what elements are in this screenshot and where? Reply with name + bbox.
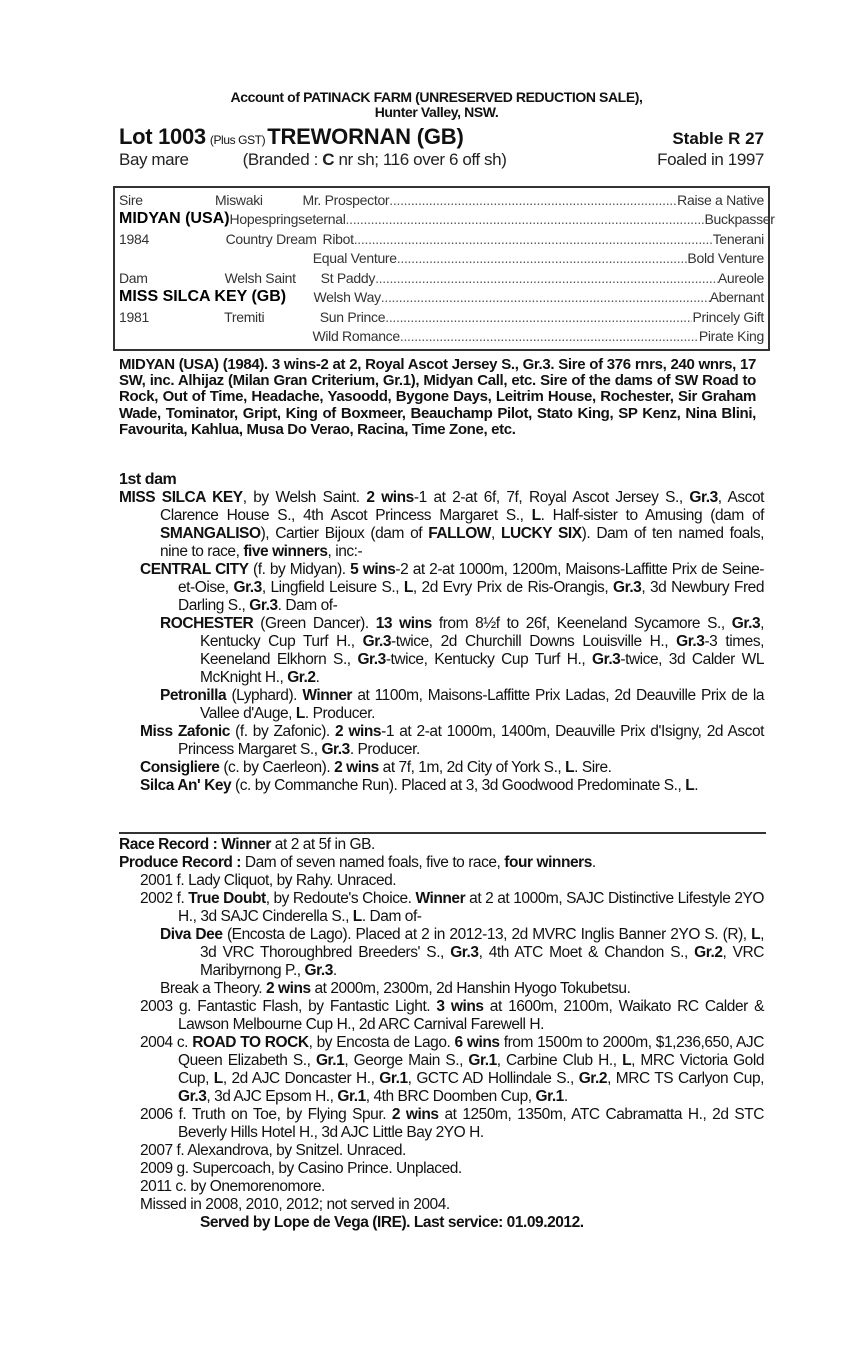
pedigree-row	[119, 210, 775, 230]
bold-text: Gr.3	[362, 633, 391, 650]
bold-text: 2 wins	[265, 980, 311, 997]
text-run: ,	[490, 525, 501, 542]
race-produce-record	[119, 836, 764, 1232]
bold-text: Gr.2	[578, 1070, 608, 1087]
ancestor-sire: Raise a Native	[677, 191, 764, 208]
bold-text: Gr.1	[535, 1088, 564, 1105]
pedigree-row	[119, 190, 768, 210]
text-run: .	[332, 962, 337, 979]
text-run: -3 times, Keeneland Elkhorn S.,	[200, 633, 764, 668]
bold-text: Gr.2	[287, 669, 316, 686]
bold-text: L	[685, 777, 695, 794]
bold-text: L	[622, 1052, 632, 1069]
dot-leader	[354, 231, 713, 247]
bold-text: Gr.3	[233, 579, 262, 596]
foaled-year: Foaled in 1997	[657, 150, 764, 169]
bold-text: Gr.3	[321, 741, 350, 758]
text-run: (Lyphard).	[226, 687, 303, 704]
text-run: -twice, 3d Calder WL McKnight H.,	[200, 651, 764, 686]
pedigree-great-grandparent	[312, 328, 768, 344]
horse-name: TREWORNAN (GB)	[267, 124, 464, 149]
text-run: 2007 f. Alexandrova, by Snitzel. Unraced.	[140, 1142, 406, 1159]
bold-text: Gr.3	[676, 633, 705, 650]
text-run: . Producer.	[349, 741, 420, 758]
text-run: (f. by Zafonic).	[229, 723, 336, 740]
stable-location: Stable R 27	[672, 129, 764, 148]
bold-text: four winners	[504, 854, 592, 871]
text-run: -1 at 2-at 6f, 7f, Royal Ascot Jersey S.,	[413, 489, 690, 506]
text-run: , inc:-	[327, 543, 363, 560]
bold-text: Gr.1	[379, 1070, 408, 1087]
bold-text: Gr.1	[468, 1052, 497, 1069]
text-run: , 2d AJC Doncaster H.,	[222, 1070, 380, 1087]
text-run: at 1600m, 2100m, Waikato RC Calder & Lawson Melbourne Cup H., 2d ARC Carnival Farewell H.	[178, 998, 764, 1033]
ancestor-name: Sun Prince	[319, 308, 386, 325]
vendor-account-line: Account of PATINACK FARM (UNRESERVED REDUCTION SALE),	[230, 89, 643, 105]
text-run: 2003 g. Fantastic Flash, by Fantastic Light.	[140, 998, 437, 1015]
pedigree-great-grandparent	[323, 231, 768, 247]
bold-text: 5 wins	[350, 561, 396, 578]
text-run: , Kentucky Cup Turf H.,	[200, 615, 764, 650]
bold-text: Gr.3	[591, 651, 621, 668]
vendor-location: Hunter Valley, NSW.	[374, 104, 499, 120]
bold-text: ROCHESTER	[160, 615, 254, 632]
ancestor-name: Mr. Prospector	[302, 191, 390, 208]
bold-text: 2 wins	[335, 723, 382, 740]
pedigree-parent: 1984	[119, 230, 149, 247]
bold-text: L	[403, 579, 413, 596]
catalogue-paragraph	[119, 687, 764, 723]
bold-text: L	[295, 705, 305, 722]
ancestor-name: Welsh Way	[313, 289, 381, 306]
dot-leader	[346, 211, 705, 227]
ancestor-sire: Princely Gift	[692, 308, 764, 325]
horse-description-row	[119, 150, 764, 172]
text-run: -2 at 2-at 1000m, 1200m, Maisons-Laffitte Prix de Seine-et-Oise,	[178, 561, 765, 596]
pedigree-parent: MIDYAN (USA)	[119, 210, 230, 228]
dot-leader	[375, 270, 718, 286]
ancestor-sire: Aureole	[717, 269, 764, 286]
text-run: , 4th BRC Doomben Cup,	[365, 1088, 536, 1105]
text-run: , George Main S.,	[344, 1052, 469, 1069]
catalogue-paragraph	[119, 777, 764, 795]
text-run: 2002 f.	[140, 890, 189, 907]
bold-text: Winner	[415, 890, 466, 907]
bold-text: Served by Lope de Vega (IRE). Last service: 01.09.2012.	[200, 1214, 584, 1231]
bold-text: L	[213, 1070, 223, 1087]
bold-text: L	[352, 908, 362, 925]
text-run: at 7f, 1m, 2d City of York S.,	[378, 759, 566, 776]
text-run: 2006 f. Truth on Toe, by Flying Spur.	[140, 1106, 392, 1123]
text-run: . Half-sister to Amusing (dam of	[540, 507, 764, 524]
catalogue-paragraph	[119, 759, 764, 777]
text-run: (f. by Midyan).	[248, 561, 351, 578]
text-run: from 8½f to 26f, Keeneland Sycamore S.,	[431, 615, 732, 632]
bold-text: Diva Dee	[160, 926, 223, 943]
text-run: .	[694, 777, 699, 794]
ancestor-sire: Pirate King	[698, 328, 764, 345]
bold-text: Silca An' Key	[140, 777, 232, 794]
ancestor-name: Wild Romance	[312, 328, 400, 345]
dam-paragraphs	[119, 489, 764, 795]
pedigree-row	[119, 307, 768, 327]
first-dam-heading: 1st dam	[119, 471, 177, 488]
dot-leader	[397, 250, 688, 266]
ancestor-sire: Bold Venture	[687, 250, 764, 267]
dot-leader	[381, 289, 710, 305]
pedigree-parent: 1981	[119, 308, 149, 325]
bold-text: Petronilla	[160, 687, 227, 704]
catalogue-paragraph	[119, 489, 764, 561]
bold-text: 13 wins	[375, 615, 432, 632]
pedigree-parent: Sire	[119, 191, 143, 208]
catalogue-paragraph	[119, 890, 764, 926]
section-divider	[119, 832, 766, 834]
pedigree-table	[113, 186, 775, 351]
catalogue-paragraph	[119, 1160, 764, 1178]
text-run: , 2d Evry Prix de Ris-Orangis,	[412, 579, 613, 596]
ancestor-sire: Buckpasser	[704, 211, 775, 228]
text-run: , Lingfield Leisure S.,	[261, 579, 404, 596]
pedigree-great-grandparent	[302, 192, 768, 208]
lot-header	[119, 90, 764, 172]
bold-text: L	[565, 759, 575, 776]
text-run: 2004 c.	[140, 1034, 193, 1051]
text-run: 2009 g. Supercoach, by Casino Prince. Unplaced.	[140, 1160, 462, 1177]
bold-text: SMANGALISO	[160, 525, 261, 542]
pedigree-row	[119, 268, 768, 288]
dot-leader	[385, 309, 692, 325]
ancestor-name: Equal Venture	[312, 250, 397, 267]
bold-text: L	[531, 507, 541, 524]
text-run: at 2000m, 2300m, 2d Hanshin Hyogo Tokubetsu.	[310, 980, 631, 997]
text-run: from 1500m to 2000m, $1,236,650, AJC Queen Elizabeth S.,	[178, 1034, 764, 1069]
catalogue-paragraph	[119, 836, 764, 854]
pedigree-row	[119, 229, 768, 249]
catalogue-paragraph	[119, 1106, 764, 1142]
text-run: .	[591, 854, 596, 871]
pedigree-grandparent: Miswaki	[215, 191, 263, 208]
catalogue-paragraph	[119, 1196, 764, 1214]
bold-text: Miss Zafonic	[140, 723, 230, 740]
catalogue-paragraph	[119, 1034, 764, 1106]
catalogue-paragraph	[119, 854, 764, 872]
dot-leader	[400, 328, 699, 344]
bold-text: Gr.3	[178, 1088, 207, 1105]
brand-prefix: (Branded :	[242, 150, 323, 169]
text-run: -twice, 2d Churchill Downs Louisville H.,	[391, 633, 677, 650]
text-run: , MRC TS Carlyon Cup,	[607, 1070, 764, 1087]
ancestor-name: Hopespringseternal	[229, 211, 346, 228]
bold-text: Gr.3	[731, 615, 761, 632]
text-run: Break a Theory.	[160, 980, 266, 997]
bold-text: Consigliere	[140, 759, 220, 776]
text-run: .	[563, 1088, 568, 1105]
bold-text: five winners	[243, 543, 328, 560]
catalogue-paragraph	[119, 723, 764, 759]
text-run: , 3d AJC Epsom H.,	[206, 1088, 338, 1105]
colour-sex: Bay mare	[119, 150, 189, 169]
text-run: at 2 at 1000m, SAJC Distinctive Lifestyle 2YO H., 3d SAJC Cinderella S.,	[178, 890, 764, 925]
bold-text: 6 wins	[454, 1034, 500, 1051]
bold-text: Gr.3	[612, 579, 642, 596]
pedigree-great-grandparent	[321, 270, 768, 286]
brand-description	[243, 150, 507, 170]
pedigree-great-grandparent	[320, 309, 768, 325]
bold-text: CENTRAL CITY	[140, 561, 249, 578]
text-run: , GCTC AD Hollindale S.,	[407, 1070, 579, 1087]
text-run: . Sire.	[574, 759, 612, 776]
catalogue-paragraph	[119, 1178, 764, 1196]
pedigree-parent: Dam	[119, 269, 148, 286]
pedigree-parent: MISS SILCA KEY (GB)	[119, 288, 287, 306]
lot-title-row	[119, 124, 764, 150]
catalogue-paragraph	[119, 561, 764, 615]
pedigree-grandparent: Welsh Saint	[224, 269, 296, 286]
bold-text: Gr.2	[694, 944, 723, 961]
text-run: . Dam of-	[277, 597, 338, 614]
bold-text: Gr.3	[689, 489, 718, 506]
catalogue-paragraph	[119, 1214, 764, 1232]
bold-text: MISS SILCA KEY	[119, 489, 243, 506]
bold-text: 2 wins	[334, 759, 379, 776]
text-run: Dam of seven named foals, five to race,	[244, 854, 505, 871]
ancestor-sire: Tenerani	[712, 230, 764, 247]
text-run: . Producer.	[304, 705, 375, 722]
text-run: -twice, Kentucky Cup Turf H.,	[385, 651, 592, 668]
pedigree-great-grandparent	[313, 250, 768, 266]
ancestor-name: Ribot	[322, 230, 354, 247]
bold-text: Winner	[221, 836, 271, 853]
text-run: Missed in 2008, 2010, 2012; not served in 2004.	[140, 1196, 450, 1213]
bold-text: 2 wins	[391, 1106, 439, 1123]
text-run: , by Welsh Saint.	[242, 489, 367, 506]
text-run: , MRC Victoria Gold Cup,	[178, 1052, 765, 1087]
bold-text: LUCKY SIX	[500, 525, 582, 542]
pedigree-great-grandparent	[230, 211, 779, 227]
text-run: (c. by Caerleon).	[219, 759, 335, 776]
ancestor-sire: Abernant	[709, 289, 764, 306]
pedigree-row	[119, 249, 768, 269]
catalogue-paragraph	[119, 998, 764, 1034]
lot-number: Lot 1003	[119, 124, 206, 149]
pedigree-row	[119, 327, 768, 347]
bold-text: Race Record :	[119, 836, 222, 853]
bold-text: Produce Record :	[119, 854, 245, 871]
text-run: . Dam of-	[361, 908, 422, 925]
pedigree-grandparent: Country Dream	[225, 230, 317, 247]
bold-text: FALLOW	[428, 525, 491, 542]
bold-text: 3 wins	[436, 998, 484, 1015]
sire-summary: MIDYAN (USA) (1984). 3 wins-2 at 2, Royal Ascot Jersey S., Gr.3. Sire of 376 rnrs, 240 wnrs, 17 SW, inc. Alhijaz (Milan Gran Criterium, Gr.1), Midyan Call, etc. Sire of the dams of SW Road to Rock, Out of Time, Headache, Yasoodd, Bygone Days, Leitrim House, Rochester, Sir Graham Wade, Tominator, Gript, King of Boxmeer, Beauchamp Pilot, Stato King, SP Kenz, Nina Blini, Favourita, Kahlua, Musa Do Verao, Racina, Time Zone, etc.	[119, 356, 756, 438]
pedigree-great-grandparent	[313, 289, 768, 305]
text-run: 2011 c. by Onemorenomore.	[140, 1178, 325, 1195]
text-run: , Ascot Clarence House S., 4th Ascot Princess Margaret S.,	[160, 489, 764, 524]
bold-text: L	[751, 926, 761, 943]
text-run: , VRC Maribyrnong P.,	[200, 944, 765, 979]
text-run: ), Cartier Bijoux (dam of	[260, 525, 429, 542]
ancestor-name: St Paddy	[320, 269, 376, 286]
text-run: (Green Dancer).	[253, 615, 376, 632]
text-run: ). Dam of ten named foals, nine to race,	[160, 525, 764, 560]
catalogue-paragraph	[119, 615, 764, 687]
brand-mark: C	[322, 150, 335, 169]
text-run: , 3d VRC Thoroughbred Breeders' S.,	[200, 926, 764, 961]
text-run: (c. by Commanche Run). Placed at 3, 3d Goodwood Predominate S.,	[231, 777, 686, 794]
brand-suffix: nr sh; 116 over 6 off sh)	[334, 150, 507, 169]
text-run: at 1250m, 1350m, ATC Cabramatta H., 2d STC Beverly Hills Hotel H., 3d AJC Little Bay 2YO H.	[178, 1106, 765, 1141]
pedigree-grandparent: Tremiti	[224, 308, 265, 325]
bold-text: Gr.3	[357, 651, 386, 668]
text-run: , Carbine Club H.,	[496, 1052, 623, 1069]
text-run: , by Redoute's Choice.	[265, 890, 416, 907]
first-dam-section	[119, 471, 764, 795]
bold-text: Winner	[302, 687, 353, 704]
price-note: (Plus GST)	[209, 133, 266, 147]
dot-leader	[389, 192, 677, 208]
text-run: , by Encosta de Lago.	[308, 1034, 455, 1051]
text-run: (Encosta de Lago). Placed at 2 in 2012-13, 2d MVRC Inglis Banner 2YO S. (R),	[222, 926, 752, 943]
pedigree-row	[119, 288, 768, 308]
text-run: -1 at 2-at 1000m, 1400m, Deauville Prix d'Isigny, 2d Ascot Princess Margaret S.,	[178, 723, 764, 758]
text-run: at 1100m, Maisons-Laffitte Prix Ladas, 2d Deauville Prix de la Vallee d'Auge,	[200, 687, 765, 722]
text-run: .	[315, 669, 320, 686]
bold-text: 2 wins	[366, 489, 414, 506]
text-run: , 3d Newbury Fred Darling S.,	[178, 579, 765, 614]
bold-text: Gr.3	[304, 962, 333, 979]
bold-text: Gr.3	[249, 597, 278, 614]
catalogue-paragraph	[119, 1142, 764, 1160]
text-run: , 4th ATC Moet & Chandon S.,	[478, 944, 695, 961]
bold-text: True Doubt	[188, 890, 266, 907]
catalogue-paragraph	[119, 872, 764, 890]
catalogue-paragraph	[119, 980, 764, 998]
bold-text: Gr.3	[450, 944, 479, 961]
text-run: 2001 f. Lady Cliquot, by Rahy. Unraced.	[140, 872, 397, 889]
text-run: at 2 at 5f in GB.	[270, 836, 375, 853]
bold-text: ROAD TO ROCK	[192, 1034, 309, 1051]
bold-text: Gr.1	[337, 1088, 366, 1105]
catalogue-paragraph	[119, 926, 764, 980]
bold-text: Gr.1	[315, 1052, 345, 1069]
